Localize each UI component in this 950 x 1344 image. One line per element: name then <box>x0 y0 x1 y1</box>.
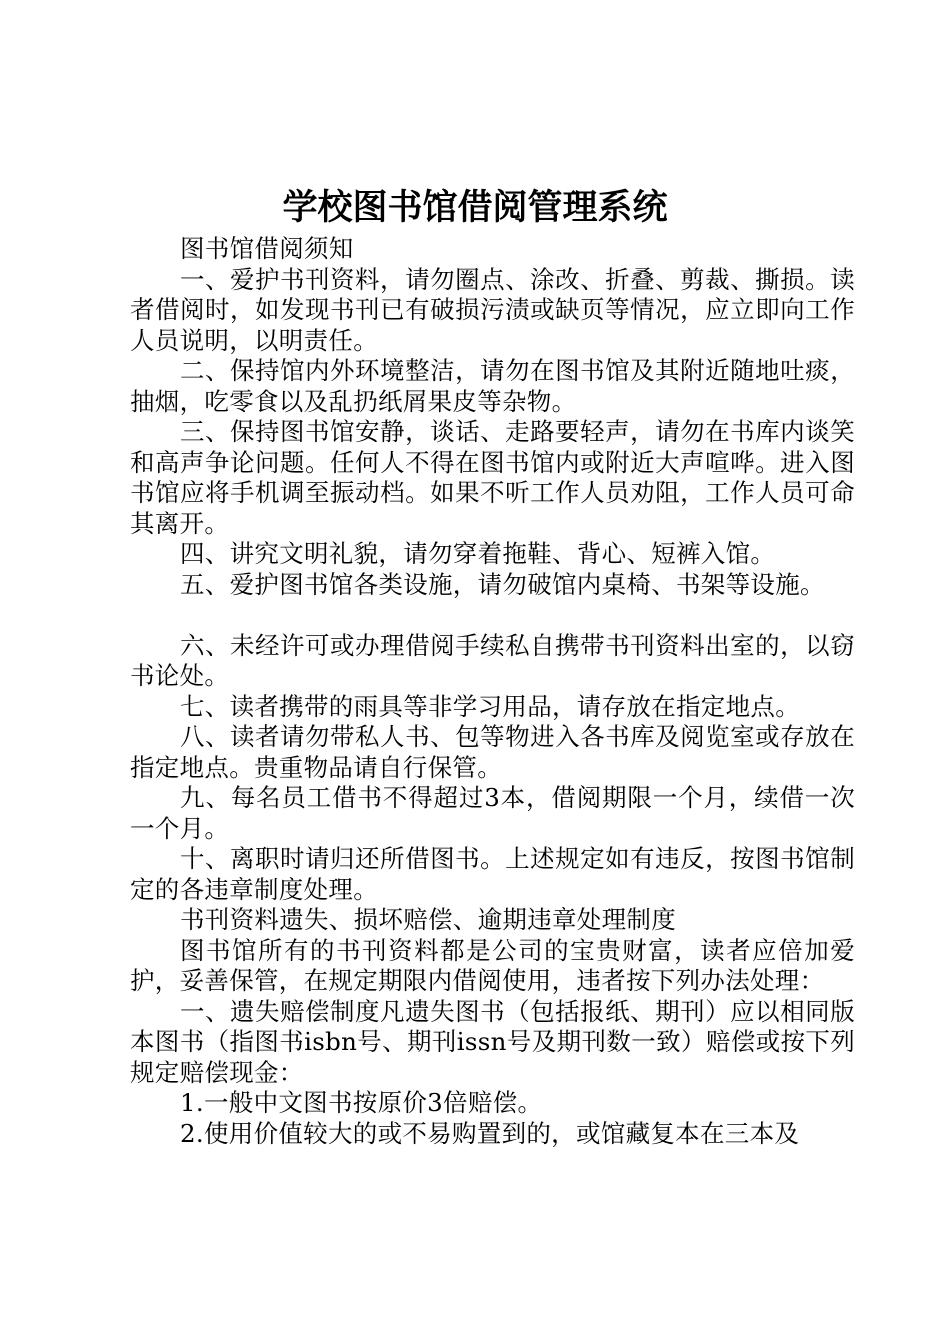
compensation-item-1: 1.一般中文图书按原价3倍赔偿。 <box>180 1088 543 1117</box>
rule-paragraph-4: 四、讲究文明礼貌，请勿穿着拖鞋、背心、短裤入馆。 <box>180 539 776 568</box>
document-title: 学校图书馆借阅管理系统 <box>282 187 668 228</box>
rule-paragraph-5: 五、爱护图书馆各类设施，请勿破馆内桌椅、书架等设施。 <box>180 569 825 599</box>
rule-paragraph-6: 六、未经许可或办理借阅手续私自携带书刊资料出室的，以窃书论处。 <box>130 630 855 690</box>
paragraph-spacer <box>130 600 855 631</box>
rule-paragraph-2: 二、保持馆内外环境整洁，请勿在图书馆及其附近随地吐痰，抽烟，吃零食以及乱扔纸屑果皮等杂物。 <box>130 356 855 416</box>
rule-paragraph-8: 八、读者请勿带私人书、包等物进入各书库及阅览室或存放在指定地点。贵重物品请自行保管。 <box>130 722 855 782</box>
compensation-item-2: 2.使用价值较大的或不易购置到的，或馆藏复本在三本及 <box>180 1118 800 1148</box>
rule-paragraph-7: 七、读者携带的雨具等非学习用品，请存放在指定地点。 <box>180 691 800 721</box>
compensation-rule-1: 一、遗失赔偿制度凡遗失图书（包括报纸、期刊）应以相同版本图书（指图书isbn号、期刊issn号及期刊数一致）赔偿或按下列规定赔偿现金： <box>130 996 855 1087</box>
rule-paragraph-3: 三、保持图书馆安静，谈话、走路要轻声，请勿在书库内谈笑和高声争论问题。任何人不得在图书馆内或附近大声喧哗。进入图书馆应将手机调至振动档。如果不听工作人员劝阻，工作人员可命其离开。 <box>130 417 855 538</box>
rule-paragraph-1: 一、爱护书刊资料，请勿圈点、涂改、折叠、剪裁、撕损。读者借阅时，如发现书刊已有破损污渍或缺页等情况，应立即向工作人员说明，以明责任。 <box>130 264 855 355</box>
document-body <box>130 234 855 1149</box>
compensation-intro-paragraph: 图书馆所有的书刊资料都是公司的宝贵财富，读者应倍加爱护，妥善保管，在规定期限内借阅使用，违者按下列办法处理： <box>130 935 855 995</box>
section-heading-borrowing-notice: 图书馆借阅须知 <box>180 234 354 263</box>
section-heading-compensation: 书刊资料遗失、损坏赔偿、逾期违章处理制度 <box>180 905 676 934</box>
rule-paragraph-9: 九、每名员工借书不得超过3本，借阅期限一个月，续借一次一个月。 <box>130 783 855 843</box>
rule-paragraph-10: 十、离职时请归还所借图书。上述规定如有违反，按图书馆制定的各违章制度处理。 <box>130 844 855 904</box>
